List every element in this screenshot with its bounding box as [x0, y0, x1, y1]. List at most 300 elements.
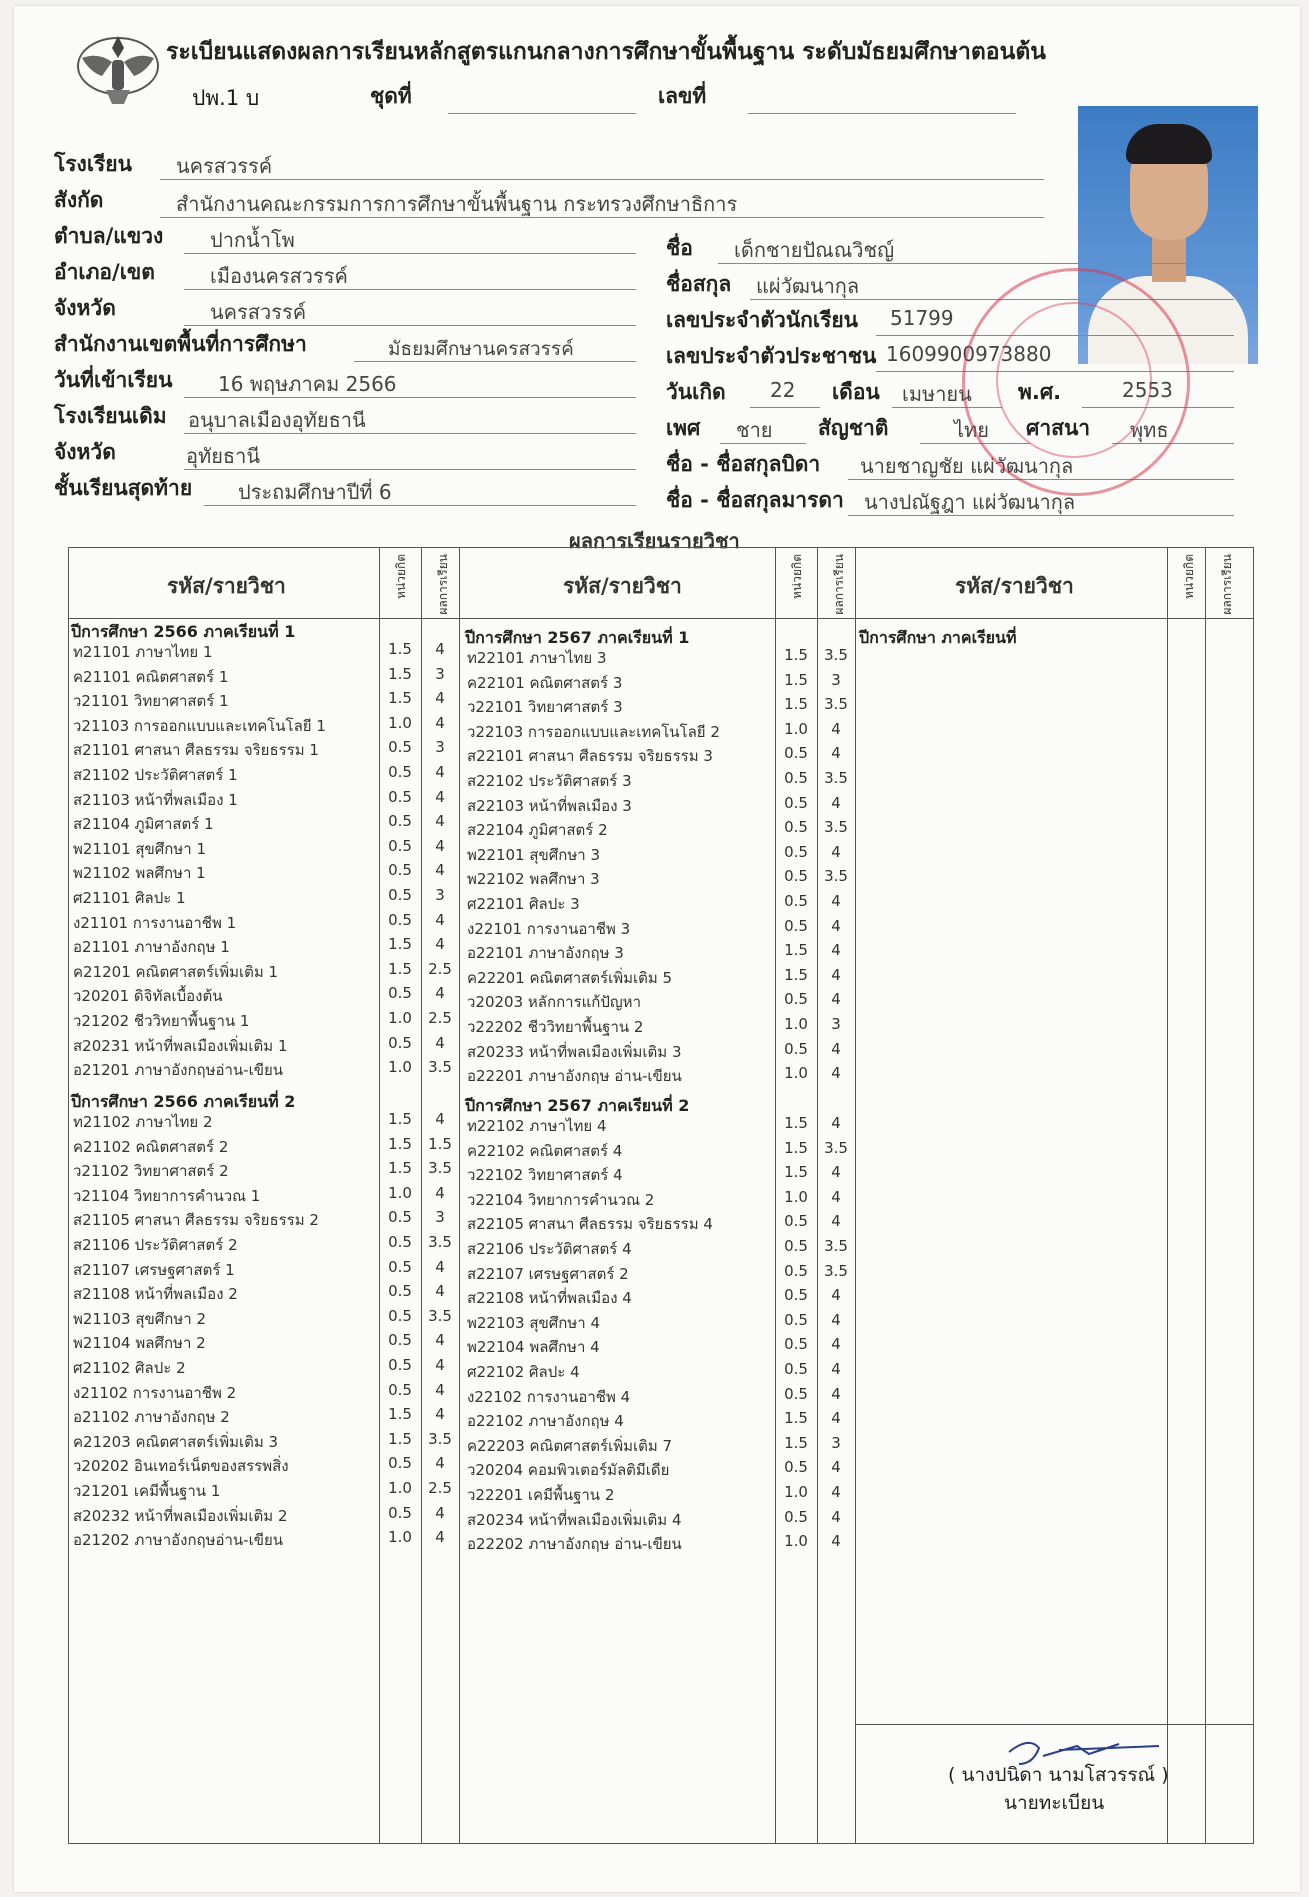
course-row-grade: 3.5 — [824, 695, 848, 714]
course-row-grade: 3.5 — [824, 818, 848, 837]
course-row-name: อ22202 ภาษาอังกฤษ อ่าน-เขียน — [467, 1535, 682, 1554]
col2-term1-heading: ปีการศึกษา 2567 ภาคเรียนที่ 1 — [465, 628, 690, 647]
course-row-credit: 1.5 — [784, 1163, 808, 1182]
course-row-credit: 0.5 — [388, 910, 412, 929]
course-row-credit: 1.0 — [784, 719, 808, 738]
course-row-credit: 1.0 — [388, 1183, 412, 1202]
course-row-grade: 4 — [831, 941, 841, 960]
father-value: นายชาญชัย แผ่วัฒนากุล — [860, 454, 1074, 478]
course-row-name: ส22108 หน้าที่พลเมือง 4 — [467, 1289, 632, 1308]
course-row-grade: 3 — [831, 1433, 841, 1452]
course-row-name: ศ22101 ศิลปะ 3 — [467, 895, 580, 913]
course-row-grade: 3.5 — [428, 1233, 452, 1251]
course-row-credit: 1.0 — [388, 1058, 412, 1077]
course-row-grade: 4 — [831, 1286, 841, 1305]
course-row-credit: 1.5 — [784, 1433, 808, 1452]
col3-grade-header: ผลการเรียน — [1220, 554, 1234, 615]
col2-grade-header: ผลการเรียน — [832, 554, 846, 615]
course-row-grade: 3.5 — [428, 1159, 452, 1178]
set-label: ชุดที่ — [370, 84, 412, 108]
course-row-credit: 0.5 — [388, 1356, 412, 1374]
course-row-grade: 3.5 — [824, 646, 848, 664]
course-row-credit: 0.5 — [388, 812, 412, 831]
course-row-name: อ21101 ภาษาอังกฤษ 1 — [73, 938, 230, 957]
subdistrict-value: ปากน้ำโพ — [210, 228, 295, 252]
course-row-credit: 1.5 — [784, 670, 808, 689]
course-row-grade: 4 — [831, 1507, 841, 1526]
set-value-line — [448, 112, 636, 114]
course-row-name: ค22201 คณิตศาสตร์เพิ่มเติม 5 — [467, 968, 673, 987]
course-row-credit: 0.5 — [388, 861, 412, 880]
course-row-name: ท22101 ภาษาไทย 3 — [467, 649, 607, 667]
course-row-credit: 1.5 — [784, 646, 808, 664]
course-row-name: พ21103 สุขศึกษา 2 — [73, 1309, 207, 1328]
course-row-name: พ22103 สุขศึกษา 4 — [467, 1313, 601, 1332]
course-row-grade: 3.5 — [824, 769, 848, 787]
course-row-credit: 0.5 — [784, 1335, 808, 1354]
course-row-credit: 1.5 — [388, 1159, 412, 1178]
course-row-name: พ22101 สุขศึกษา 3 — [467, 845, 601, 864]
course-row-grade: 4 — [831, 1360, 841, 1378]
course-row-credit: 0.5 — [784, 818, 808, 837]
course-row-grade: 3.5 — [428, 1429, 452, 1448]
course-row-credit: 0.5 — [388, 836, 412, 855]
course-row-grade: 4 — [435, 812, 445, 831]
course-row-grade: 4 — [831, 1409, 841, 1428]
prev-province-line — [184, 468, 636, 470]
course-row-credit: 0.5 — [388, 1257, 412, 1276]
school-label: โรงเรียน — [54, 152, 132, 176]
edu-office-label: สำนักงานเขตพื้นที่การศึกษา — [54, 332, 307, 356]
enroll-date-line — [184, 396, 636, 398]
course-row-name: ง21102 การงานอาชีพ 2 — [73, 1383, 237, 1402]
course-row-credit: 1.5 — [784, 941, 808, 960]
district-value: เมืองนครสวรรค์ — [210, 264, 348, 288]
col2-credits-header: หน่วยกิต — [790, 554, 804, 599]
course-row-name: ส21106 ประวัติศาสตร์ 2 — [73, 1236, 238, 1254]
course-row-grade: 4 — [831, 1335, 841, 1354]
mother-value: นางปณัฐฎา แผ่วัฒนากุล — [864, 490, 1076, 514]
course-row-credit: 0.5 — [388, 1233, 412, 1251]
course-row-grade: 4 — [435, 1033, 445, 1052]
course-row-credit: 0.5 — [784, 1039, 808, 1058]
course-row-grade: 4 — [831, 1384, 841, 1403]
results-section-title: ผลการเรียนรายวิชา — [569, 529, 740, 553]
course-row-grade: 4 — [435, 1183, 445, 1202]
course-row-name: ส21101 ศาสนา ศีลธรรม จริยธรรม 1 — [73, 741, 319, 760]
course-row-grade: 4 — [435, 984, 445, 1003]
course-row-name: ว22101 วิทยาศาสตร์ 3 — [467, 698, 623, 717]
col1-credits-header: หน่วยกิต — [394, 554, 408, 599]
course-row-grade: 4 — [831, 892, 841, 910]
course-row-grade: 2.5 — [428, 1479, 452, 1497]
course-row-name: ส20233 หน้าที่พลเมืองเพิ่มเติม 3 — [467, 1042, 682, 1061]
document-code: ปพ.1 บ — [192, 86, 260, 110]
course-row-credit: 0.5 — [388, 1380, 412, 1399]
col3-term-heading: ปีการศึกษา ภาคเรียนที่ — [859, 628, 1017, 647]
birth-month-value: เมษายน — [902, 382, 972, 406]
edu-office-value: มัธยมศึกษานครสวรรค์ — [388, 338, 574, 360]
citizen-id-label: เลขประจำตัวประชาชน — [666, 344, 877, 368]
mother-label: ชื่อ - ชื่อสกุลมารดา — [666, 488, 844, 512]
course-row-name: ส22106 ประวัติศาสตร์ 4 — [467, 1240, 632, 1258]
course-row-name: ว21101 วิทยาศาสตร์ 1 — [73, 692, 229, 711]
course-row-name: ค21203 คณิตศาสตร์เพิ่มเติม 3 — [73, 1432, 279, 1451]
course-row-credit: 0.5 — [784, 1507, 808, 1526]
course-row-name: ง22101 การงานอาชีพ 3 — [467, 919, 631, 938]
course-row-credit: 0.5 — [784, 1384, 808, 1403]
province-line — [184, 324, 636, 326]
course-row-credit: 1.0 — [784, 1187, 808, 1206]
district-line — [184, 288, 636, 290]
course-row-grade: 4 — [831, 1064, 841, 1083]
course-row-name: อ21202 ภาษาอังกฤษอ่าน-เขียน — [73, 1531, 284, 1550]
course-row-name: ท21101 ภาษาไทย 1 — [73, 643, 213, 661]
course-row-credit: 1.0 — [784, 1064, 808, 1083]
course-row-grade: 3 — [435, 664, 445, 683]
month-label: เดือน — [832, 380, 880, 404]
course-row-name: ท22102 ภาษาไทย 4 — [467, 1117, 607, 1135]
sex-label: เพศ — [666, 416, 701, 440]
course-row-name: ค21101 คณิตศาสตร์ 1 — [73, 667, 229, 686]
district-label: อำเภอ/เขต — [54, 260, 155, 284]
course-row-credit: 0.5 — [784, 990, 808, 1009]
course-row-name: ง22102 การงานอาชีพ 4 — [467, 1387, 631, 1406]
course-row-name: อ22101 ภาษาอังกฤษ 3 — [467, 944, 624, 963]
subdistrict-line — [184, 252, 636, 254]
course-row-grade: 2.5 — [428, 959, 452, 978]
col3-subject-header: รหัส/รายวิชา — [955, 574, 1074, 598]
transcript-page — [14, 6, 1300, 1892]
student-name-value: เด็กชายปัณณวิชญ์ — [734, 238, 895, 262]
course-row-grade: 3.5 — [428, 1058, 452, 1077]
course-row-credit: 0.5 — [784, 744, 808, 763]
course-row-credit: 1.5 — [784, 965, 808, 984]
course-row-name: ส21107 เศรษฐศาสตร์ 1 — [73, 1260, 235, 1279]
course-row-credit: 0.5 — [784, 769, 808, 787]
course-row-credit: 1.5 — [784, 695, 808, 714]
course-row-grade: 4 — [435, 935, 445, 954]
religion-value: พุทธ — [1130, 418, 1169, 442]
col3-credits-header: หน่วยกิต — [1182, 554, 1196, 599]
course-row-grade: 3.5 — [428, 1306, 452, 1325]
course-row-credit: 1.5 — [784, 1114, 808, 1132]
course-row-grade: 3 — [435, 738, 445, 757]
course-row-grade: 4 — [435, 1528, 445, 1547]
course-row-grade: 4 — [831, 990, 841, 1009]
course-row-grade: 4 — [831, 1039, 841, 1058]
course-row-credit: 0.5 — [388, 1306, 412, 1325]
sex-value: ชาย — [736, 418, 773, 442]
mother-line — [848, 514, 1234, 516]
course-row-name: ว21103 การออกแบบและเทคโนโลยี 1 — [73, 716, 326, 735]
course-row-credit: 0.5 — [784, 793, 808, 812]
course-row-grade: 3.5 — [824, 1237, 848, 1255]
affiliation-label: สังกัด — [54, 188, 104, 212]
course-row-name: ส20234 หน้าที่พลเมืองเพิ่มเติม 4 — [467, 1510, 682, 1529]
school-line — [160, 178, 1044, 180]
results-table — [68, 547, 1254, 1844]
course-row-credit: 1.5 — [388, 689, 412, 708]
course-row-name: ว20204 คอมพิวเตอร์มัลติมีเดีย — [467, 1461, 670, 1480]
course-row-name: ง21101 การงานอาชีพ 1 — [73, 913, 237, 932]
number-value-line — [748, 112, 1016, 114]
course-row-credit: 0.5 — [784, 1286, 808, 1305]
course-row-credit: 0.5 — [388, 1454, 412, 1473]
course-row-name: พ21102 พลศึกษา 1 — [73, 864, 206, 883]
course-row-credit: 0.5 — [388, 1208, 412, 1227]
course-row-name: ว22103 การออกแบบและเทคโนโลยี 2 — [467, 722, 720, 741]
birth-year-value: 2553 — [1122, 378, 1173, 402]
course-row-credit: 0.5 — [388, 1331, 412, 1350]
course-row-name: ค22101 คณิตศาสตร์ 3 — [467, 673, 623, 692]
course-row-name: ค22102 คณิตศาสตร์ 4 — [467, 1141, 623, 1160]
course-row-credit: 0.5 — [784, 1261, 808, 1280]
course-row-name: ส21105 ศาสนา ศีลธรรม จริยธรรม 2 — [73, 1211, 319, 1230]
course-row-grade: 4 — [831, 1163, 841, 1182]
course-row-name: ค21102 คณิตศาสตร์ 2 — [73, 1137, 229, 1156]
course-row-name: พ21104 พลศึกษา 2 — [73, 1334, 206, 1353]
course-row-name: ส21103 หน้าที่พลเมือง 1 — [73, 790, 238, 809]
course-row-name: ค22203 คณิตศาสตร์เพิ่มเติม 7 — [467, 1436, 673, 1455]
course-row-credit: 1.5 — [388, 959, 412, 978]
course-row-name: อ21102 ภาษาอังกฤษ 2 — [73, 1408, 230, 1427]
course-row-name: พ22102 พลศึกษา 3 — [467, 870, 600, 889]
course-row-grade: 4 — [831, 1310, 841, 1329]
province-label: จังหวัด — [54, 296, 116, 320]
year-label: พ.ศ. — [1018, 380, 1062, 404]
course-row-grade: 3.5 — [824, 867, 848, 886]
course-row-name: ศ21102 ศิลปะ 2 — [73, 1359, 186, 1377]
course-row-grade: 4 — [435, 689, 445, 708]
course-row-name: ส21108 หน้าที่พลเมือง 2 — [73, 1285, 238, 1304]
course-row-name: ส22105 ศาสนา ศีลธรรม จริยธรรม 4 — [467, 1215, 713, 1234]
course-row-grade: 4 — [831, 1532, 841, 1551]
course-row-credit: 1.5 — [388, 640, 412, 658]
course-row-credit: 1.5 — [388, 1429, 412, 1448]
course-row-credit: 1.0 — [784, 1015, 808, 1033]
course-row-grade: 1.5 — [428, 1134, 452, 1153]
prev-school-line — [184, 432, 636, 434]
course-row-credit: 1.0 — [388, 1528, 412, 1547]
course-row-grade: 4 — [831, 842, 841, 861]
nationality-value: ไทย — [954, 418, 989, 442]
course-row-grade: 4 — [435, 1405, 445, 1424]
course-row-credit: 1.5 — [784, 1138, 808, 1157]
course-row-name: พ21101 สุขศึกษา 1 — [73, 839, 207, 858]
garuda-emblem-icon — [72, 28, 164, 108]
course-row-name: ว21201 เคมีพื้นฐาน 1 — [73, 1482, 221, 1500]
last-level-value: ประถมศึกษาปีที่ 6 — [238, 480, 392, 504]
course-row-credit: 0.5 — [784, 916, 808, 935]
course-row-grade: 4 — [435, 763, 445, 781]
course-row-name: ส21104 ภูมิศาสตร์ 1 — [73, 815, 214, 834]
course-row-grade: 4 — [831, 965, 841, 984]
school-stamp-inner — [996, 302, 1152, 458]
subdistrict-label: ตำบล/แขวง — [54, 224, 164, 248]
sex-line — [720, 442, 806, 444]
surname-line — [750, 298, 1234, 300]
course-row-name: ส22103 หน้าที่พลเมือง 3 — [467, 796, 632, 815]
student-name-line — [718, 262, 1234, 264]
course-row-name: ส22104 ภูมิศาสตร์ 2 — [467, 821, 608, 840]
course-row-grade: 4 — [831, 744, 841, 763]
birth-label: วันเกิด — [666, 380, 726, 404]
course-row-name: ศ21101 ศิลปะ 1 — [73, 889, 186, 907]
course-row-grade: 2.5 — [428, 1009, 452, 1027]
course-row-name: อ21201 ภาษาอังกฤษอ่าน-เขียน — [73, 1061, 284, 1080]
edu-office-line — [354, 360, 636, 362]
course-row-name: ว21102 วิทยาศาสตร์ 2 — [73, 1162, 229, 1181]
course-row-grade: 4 — [435, 1380, 445, 1399]
course-row-name: ส20231 หน้าที่พลเมืองเพิ่มเติม 1 — [73, 1036, 288, 1055]
course-row-grade: 4 — [831, 1187, 841, 1206]
course-row-credit: 0.5 — [388, 1282, 412, 1301]
course-row-grade: 3 — [831, 670, 841, 689]
course-row-grade: 4 — [435, 640, 445, 658]
course-row-grade: 4 — [831, 1458, 841, 1477]
course-row-credit: 0.5 — [784, 892, 808, 910]
course-row-credit: 0.5 — [784, 1212, 808, 1231]
religion-label: ศาสนา — [1026, 416, 1091, 440]
course-row-grade: 3.5 — [824, 1261, 848, 1280]
prev-province-label: จังหวัด — [54, 440, 116, 464]
course-row-name: ว20203 หลักการแก้ปัญหา — [467, 993, 641, 1012]
father-label: ชื่อ - ชื่อสกุลบิดา — [666, 452, 821, 476]
course-row-name: ส22102 ประวัติศาสตร์ 3 — [467, 772, 632, 790]
affiliation-value: สำนักงานคณะกรรมการการศึกษาขั้นพื้นฐาน กระทรวงศึกษาธิการ — [176, 192, 738, 216]
registrar-title: นายทะเบียน — [1004, 1792, 1105, 1814]
col1-grade-header: ผลการเรียน — [436, 554, 450, 615]
course-row-name: ว22102 วิทยาศาสตร์ 4 — [467, 1166, 623, 1185]
birth-day-line — [750, 406, 820, 408]
student-id-label: เลขประจำตัวนักเรียน — [666, 308, 859, 332]
course-row-grade: 3.5 — [824, 1138, 848, 1157]
course-row-name: อ22201 ภาษาอังกฤษ อ่าน-เขียน — [467, 1067, 682, 1086]
course-row-name: ส22101 ศาสนา ศีลธรรม จริยธรรม 3 — [467, 747, 713, 766]
course-row-credit: 0.5 — [388, 886, 412, 904]
course-row-grade: 4 — [435, 1257, 445, 1276]
course-row-name: ว21202 ชีววิทยาพื้นฐาน 1 — [73, 1012, 250, 1030]
course-row-credit: 0.5 — [388, 738, 412, 757]
course-row-grade: 4 — [435, 1503, 445, 1522]
birth-day-value: 22 — [770, 378, 796, 402]
course-row-credit: 1.0 — [388, 713, 412, 732]
course-row-name: ศ22102 ศิลปะ 4 — [467, 1363, 580, 1381]
course-row-name: ส22107 เศรษฐศาสตร์ 2 — [467, 1264, 629, 1283]
last-level-label: ชั้นเรียนสุดท้าย — [54, 476, 193, 500]
number-label: เลขที่ — [658, 84, 707, 108]
nationality-label: สัญชาติ — [818, 416, 889, 440]
course-row-grade: 4 — [831, 719, 841, 738]
course-row-credit: 1.5 — [388, 1134, 412, 1153]
course-row-grade: 4 — [831, 1212, 841, 1231]
course-row-credit: 1.0 — [784, 1532, 808, 1551]
prev-province-value: อุทัยธานี — [186, 444, 261, 468]
course-row-name: อ22102 ภาษาอังกฤษ 4 — [467, 1412, 624, 1431]
course-row-credit: 1.5 — [388, 664, 412, 683]
course-row-grade: 4 — [435, 1110, 445, 1128]
course-row-credit: 0.5 — [784, 1237, 808, 1255]
registrar-name: ( นางปนิดา นามโสวรรณ์ ) — [948, 1764, 1169, 1786]
student-name-label: ชื่อ — [666, 236, 693, 260]
course-row-grade: 4 — [831, 1114, 841, 1132]
course-row-name: ท21102 ภาษาไทย 2 — [73, 1113, 213, 1131]
course-row-name: ว22104 วิทยาการคำนวณ 2 — [467, 1190, 655, 1209]
col2-term2-heading: ปีการศึกษา 2567 ภาคเรียนที่ 2 — [465, 1096, 690, 1115]
course-row-credit: 0.5 — [784, 1310, 808, 1329]
course-row-grade: 4 — [831, 916, 841, 935]
school-value: นครสวรรค์ — [176, 154, 273, 178]
prev-school-label: โรงเรียนเดิม — [54, 404, 167, 428]
province-value: นครสวรรค์ — [210, 300, 307, 324]
course-row-credit: 1.0 — [388, 1479, 412, 1497]
course-row-grade: 3 — [435, 886, 445, 904]
col1-term2-heading: ปีการศึกษา 2566 ภาคเรียนที่ 2 — [71, 1092, 296, 1111]
course-row-grade: 4 — [831, 793, 841, 812]
course-row-credit: 0.5 — [388, 787, 412, 806]
course-row-credit: 1.5 — [784, 1409, 808, 1428]
course-row-name: ว22202 ชีววิทยาพื้นฐาน 2 — [467, 1018, 644, 1036]
course-row-credit: 1.5 — [388, 1405, 412, 1424]
course-row-credit: 1.5 — [388, 935, 412, 954]
course-row-grade: 4 — [435, 1454, 445, 1473]
enroll-date-label: วันที่เข้าเรียน — [54, 368, 173, 392]
course-row-grade: 3 — [435, 1208, 445, 1227]
surname-label: ชื่อสกุล — [666, 272, 732, 296]
course-row-credit: 0.5 — [388, 984, 412, 1003]
course-row-credit: 1.5 — [388, 1110, 412, 1128]
surname-value: แผ่วัฒนากุล — [756, 274, 860, 298]
col1-subject-header: รหัส/รายวิชา — [167, 574, 286, 598]
course-row-grade: 4 — [435, 1282, 445, 1301]
course-row-name: ว20202 อินเทอร์เน็ตของสรรพสิ่ง — [73, 1457, 289, 1476]
col1-term1-heading: ปีการศึกษา 2566 ภาคเรียนที่ 1 — [71, 622, 296, 641]
course-row-credit: 0.5 — [784, 867, 808, 886]
course-row-grade: 3 — [831, 1015, 841, 1033]
affiliation-line — [160, 216, 1044, 218]
course-row-credit: 1.0 — [784, 1483, 808, 1501]
course-row-credit: 1.0 — [388, 1009, 412, 1027]
course-row-name: ส20232 หน้าที่พลเมืองเพิ่มเติม 2 — [73, 1506, 288, 1525]
course-row-grade: 4 — [435, 861, 445, 880]
course-row-grade: 4 — [435, 1331, 445, 1350]
course-row-grade: 4 — [435, 713, 445, 732]
course-row-name: ว22201 เคมีพื้นฐาน 2 — [467, 1486, 615, 1504]
enroll-date-value: 16 พฤษภาคม 2566 — [218, 372, 397, 396]
course-row-credit: 0.5 — [388, 1503, 412, 1522]
course-row-grade: 4 — [831, 1483, 841, 1501]
course-row-grade: 4 — [435, 836, 445, 855]
course-row-grade: 4 — [435, 787, 445, 806]
citizen-id-value: 1609900973880 — [886, 342, 1052, 366]
last-level-line — [204, 504, 636, 506]
course-row-name: ค21201 คณิตศาสตร์เพิ่มเติม 1 — [73, 962, 279, 981]
course-row-grade: 4 — [435, 1356, 445, 1374]
course-row-credit: 0.5 — [388, 1033, 412, 1052]
student-id-value: 51799 — [890, 306, 954, 330]
course-row-name: ส21102 ประวัติศาสตร์ 1 — [73, 766, 238, 784]
course-row-name: ว21104 วิทยาการคำนวณ 1 — [73, 1186, 261, 1205]
course-row-name: ว20201 ดิจิทัลเบื้องต้น — [73, 987, 223, 1006]
course-row-credit: 0.5 — [784, 1458, 808, 1477]
col2-subject-header: รหัส/รายวิชา — [563, 574, 682, 598]
course-row-credit: 0.5 — [784, 842, 808, 861]
course-row-credit: 0.5 — [784, 1360, 808, 1378]
prev-school-value: อนุบาลเมืองอุทัยธานี — [188, 408, 366, 432]
course-row-name: พ22104 พลศึกษา 4 — [467, 1338, 600, 1357]
course-row-grade: 4 — [435, 910, 445, 929]
